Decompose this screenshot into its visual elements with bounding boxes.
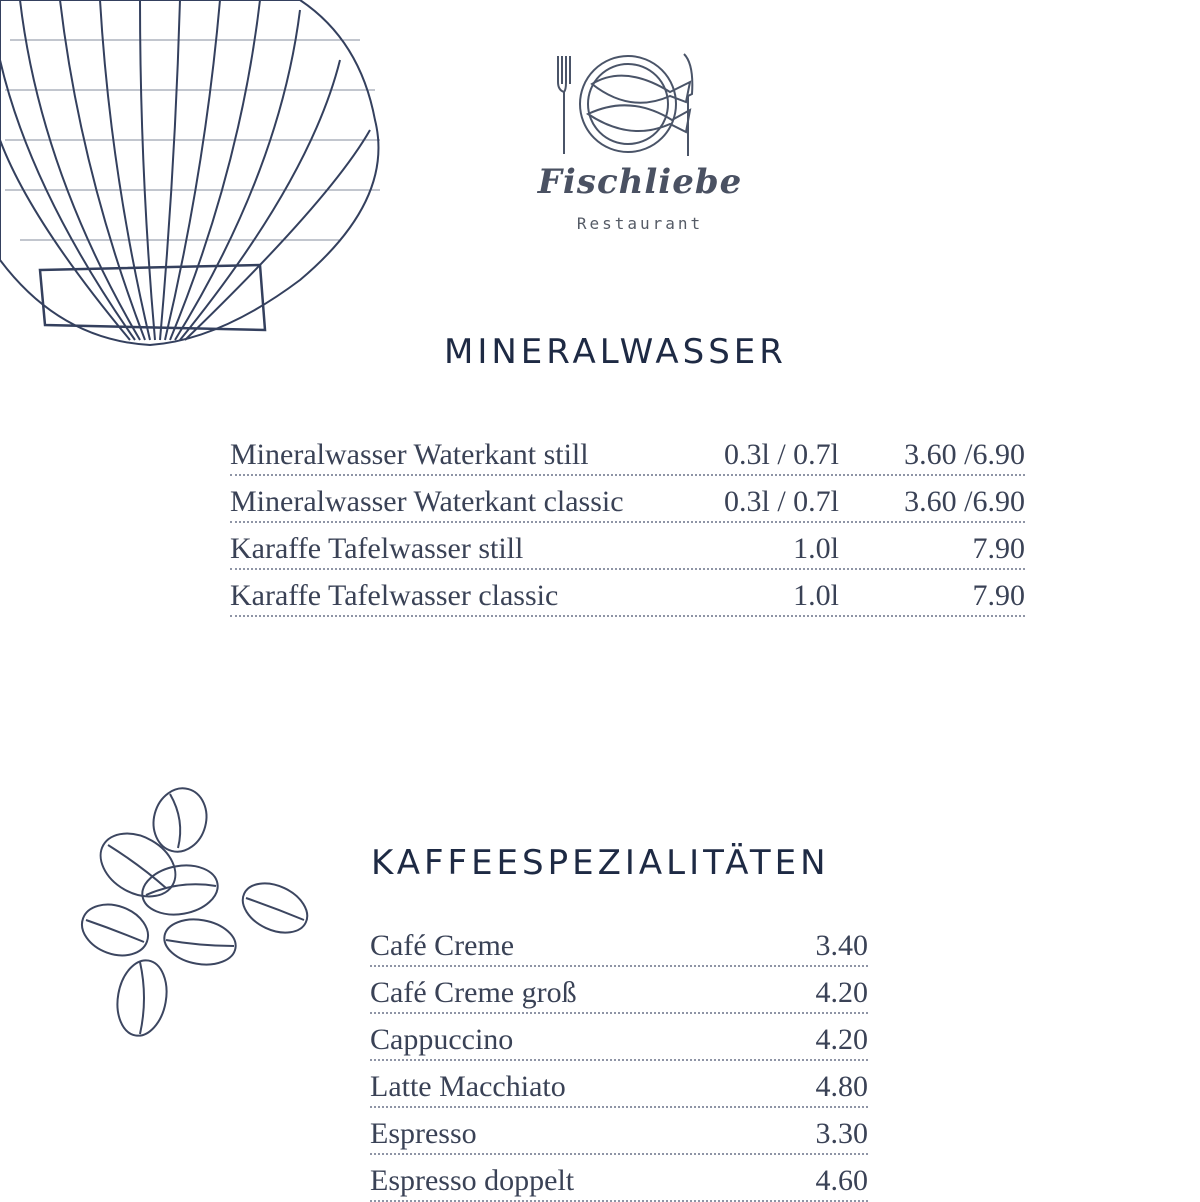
- item-price: 4.60: [815, 1164, 868, 1197]
- item-size: 1.0l: [793, 532, 839, 565]
- item-name: Karaffe Tafelwasser classic: [230, 579, 559, 612]
- restaurant-logo: [537, 44, 743, 244]
- menu-row: [370, 1062, 868, 1108]
- item-price: 4.20: [815, 1023, 868, 1056]
- coffee-beans-illustration: [70, 780, 330, 1050]
- item-size: 0.3l / 0.7l: [723, 438, 839, 471]
- item-name: Cappuccino: [370, 1023, 514, 1056]
- fish-plate-logo: [540, 44, 740, 164]
- menu-table-mineralwasser: [230, 430, 1025, 617]
- logo-subtitle: Restaurant: [576, 214, 704, 233]
- menu-row: [370, 921, 868, 967]
- menu-table-kaffeespezialitaeten: [370, 921, 868, 1202]
- item-price: 3.60 /6.90: [904, 485, 1025, 518]
- section-title-mineralwasser: MINERALWASSER: [444, 332, 787, 372]
- item-name: Café Creme groß: [370, 976, 577, 1009]
- logo-name: Fischliebe: [537, 162, 743, 202]
- item-name: Café Creme: [370, 929, 515, 962]
- item-price: 7.90: [972, 579, 1025, 612]
- menu-row: [370, 1015, 868, 1061]
- menu-row: [230, 571, 1025, 617]
- menu-row: [370, 968, 868, 1014]
- menu-row: [370, 1156, 868, 1202]
- item-price: 3.30: [815, 1117, 868, 1150]
- item-price: 7.90: [972, 532, 1025, 565]
- item-name: Mineralwasser Waterkant still: [230, 438, 589, 471]
- section-title-kaffeespezialitaeten: KAFFEESPEZIALITÄTEN: [371, 843, 830, 883]
- menu-row: [230, 524, 1025, 570]
- item-name: Espresso doppelt: [370, 1164, 575, 1197]
- item-size: 0.3l / 0.7l: [723, 485, 839, 518]
- item-price: 4.20: [815, 976, 868, 1009]
- scallop-shell-illustration: [0, 0, 400, 350]
- item-name: Espresso: [370, 1117, 477, 1150]
- item-price: 4.80: [815, 1070, 868, 1103]
- menu-row: [230, 430, 1025, 476]
- item-name: Mineralwasser Waterkant classic: [230, 485, 624, 518]
- item-price: 3.40: [815, 929, 868, 962]
- item-size: 1.0l: [793, 579, 839, 612]
- item-name: Latte Macchiato: [370, 1070, 566, 1103]
- item-price: 3.60 /6.90: [904, 438, 1025, 471]
- item-name: Karaffe Tafelwasser still: [230, 532, 524, 565]
- menu-row: [230, 477, 1025, 523]
- menu-row: [370, 1109, 868, 1155]
